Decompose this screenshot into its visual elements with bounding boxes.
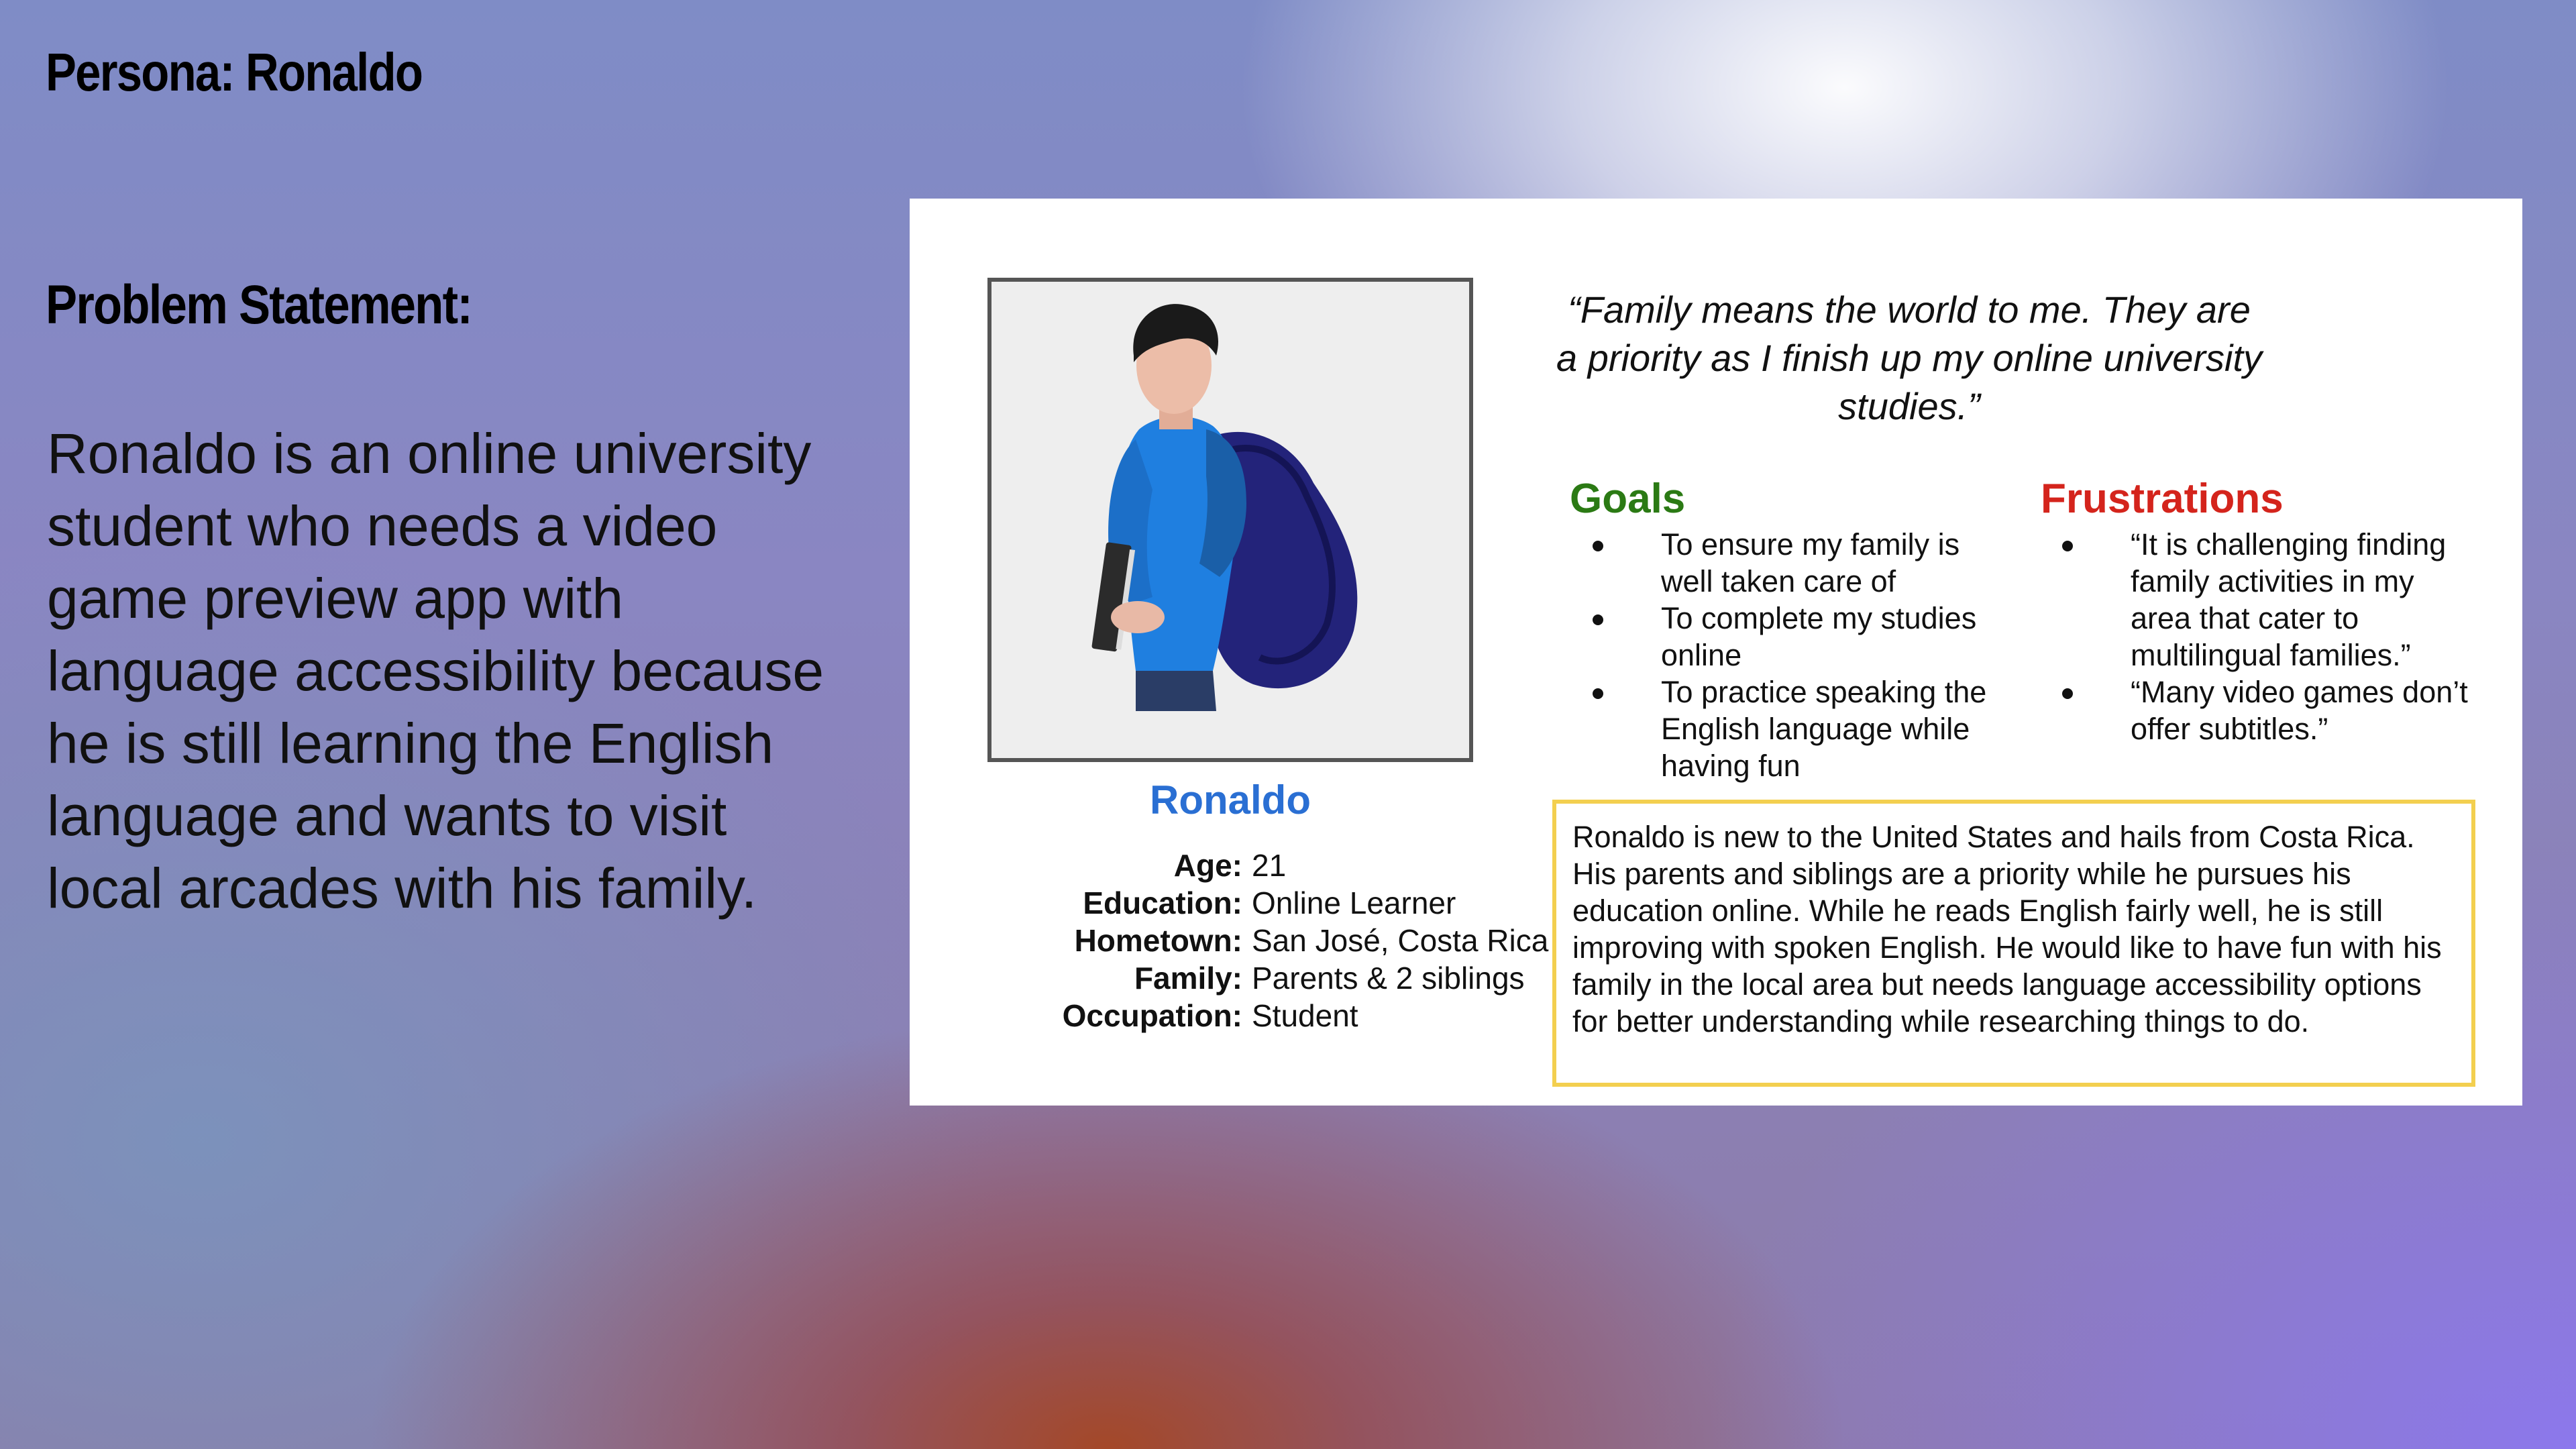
detail-value: Online Learner	[1252, 885, 1456, 920]
detail-row-hometown	[950, 922, 1554, 959]
problem-statement-body: Ronaldo is an online university student who needs a video game preview app with language accessibility because he is still learning the English language and wants to visit local arcades with his family.	[47, 422, 824, 920]
frustration-text: “It is challenging finding family activities in my area that cater to multilingual families.”	[2131, 527, 2447, 672]
persona-photo-frame	[987, 278, 1473, 762]
persona-quote: “Family means the world to me. They are a priority as I finish up my online university studies.”	[1556, 288, 2262, 427]
bullet-icon	[1593, 614, 1603, 625]
bullet-icon	[2062, 541, 2073, 551]
detail-value: Parents & 2 siblings	[1252, 961, 1525, 996]
bullet-icon	[2062, 688, 2073, 699]
frustration-text: “Many video games don’t offer subtitles.”	[2131, 675, 2468, 746]
detail-label: Family:	[1134, 961, 1242, 996]
detail-row-education	[950, 884, 1554, 922]
frustrations-list	[2050, 526, 2479, 747]
list-item	[1580, 674, 2010, 784]
detail-label: Hometown:	[1074, 923, 1242, 958]
bullet-icon	[1593, 688, 1603, 699]
persona-name: Ronaldo	[1150, 777, 1311, 822]
list-item	[2050, 674, 2479, 747]
list-item	[1580, 526, 2010, 600]
detail-value: Student	[1252, 998, 1358, 1033]
detail-value: San José, Costa Rica	[1252, 923, 1549, 958]
persona-card	[910, 199, 2522, 1106]
goals-list	[1580, 526, 2010, 784]
persona-bio: Ronaldo is new to the United States and hails from Costa Rica. His parents and siblings are a priority while he pursues his education online. While he reads English fairly well, he is still improving with spoken English. He would like to have fun with his family in the local area but needs language accessibility options for better understanding while researching things to do.	[1552, 800, 2475, 1087]
detail-row-age	[950, 847, 1554, 884]
bullet-icon	[1593, 541, 1603, 551]
goal-text: To practice speaking the English language while having fun	[1661, 675, 1987, 783]
detail-label: Occupation:	[1062, 998, 1242, 1033]
goal-text: To ensure my family is well taken care of	[1661, 527, 1960, 598]
goal-text: To complete my studies online	[1661, 601, 1977, 672]
slide-title: Persona: Ronaldo	[46, 42, 423, 102]
student-avatar-icon	[991, 282, 1469, 758]
detail-row-occupation	[950, 997, 1554, 1034]
goals-heading: Goals	[1570, 476, 1686, 522]
frustrations-heading: Frustrations	[2041, 476, 2284, 522]
problem-statement-heading: Problem Statement:	[46, 274, 472, 335]
detail-label: Age:	[1173, 848, 1242, 883]
list-item	[2050, 526, 2479, 674]
detail-row-family	[950, 959, 1554, 997]
detail-label: Education:	[1083, 885, 1242, 920]
detail-value: 21	[1252, 848, 1287, 883]
persona-details	[950, 847, 1554, 1034]
list-item	[1580, 600, 2010, 674]
